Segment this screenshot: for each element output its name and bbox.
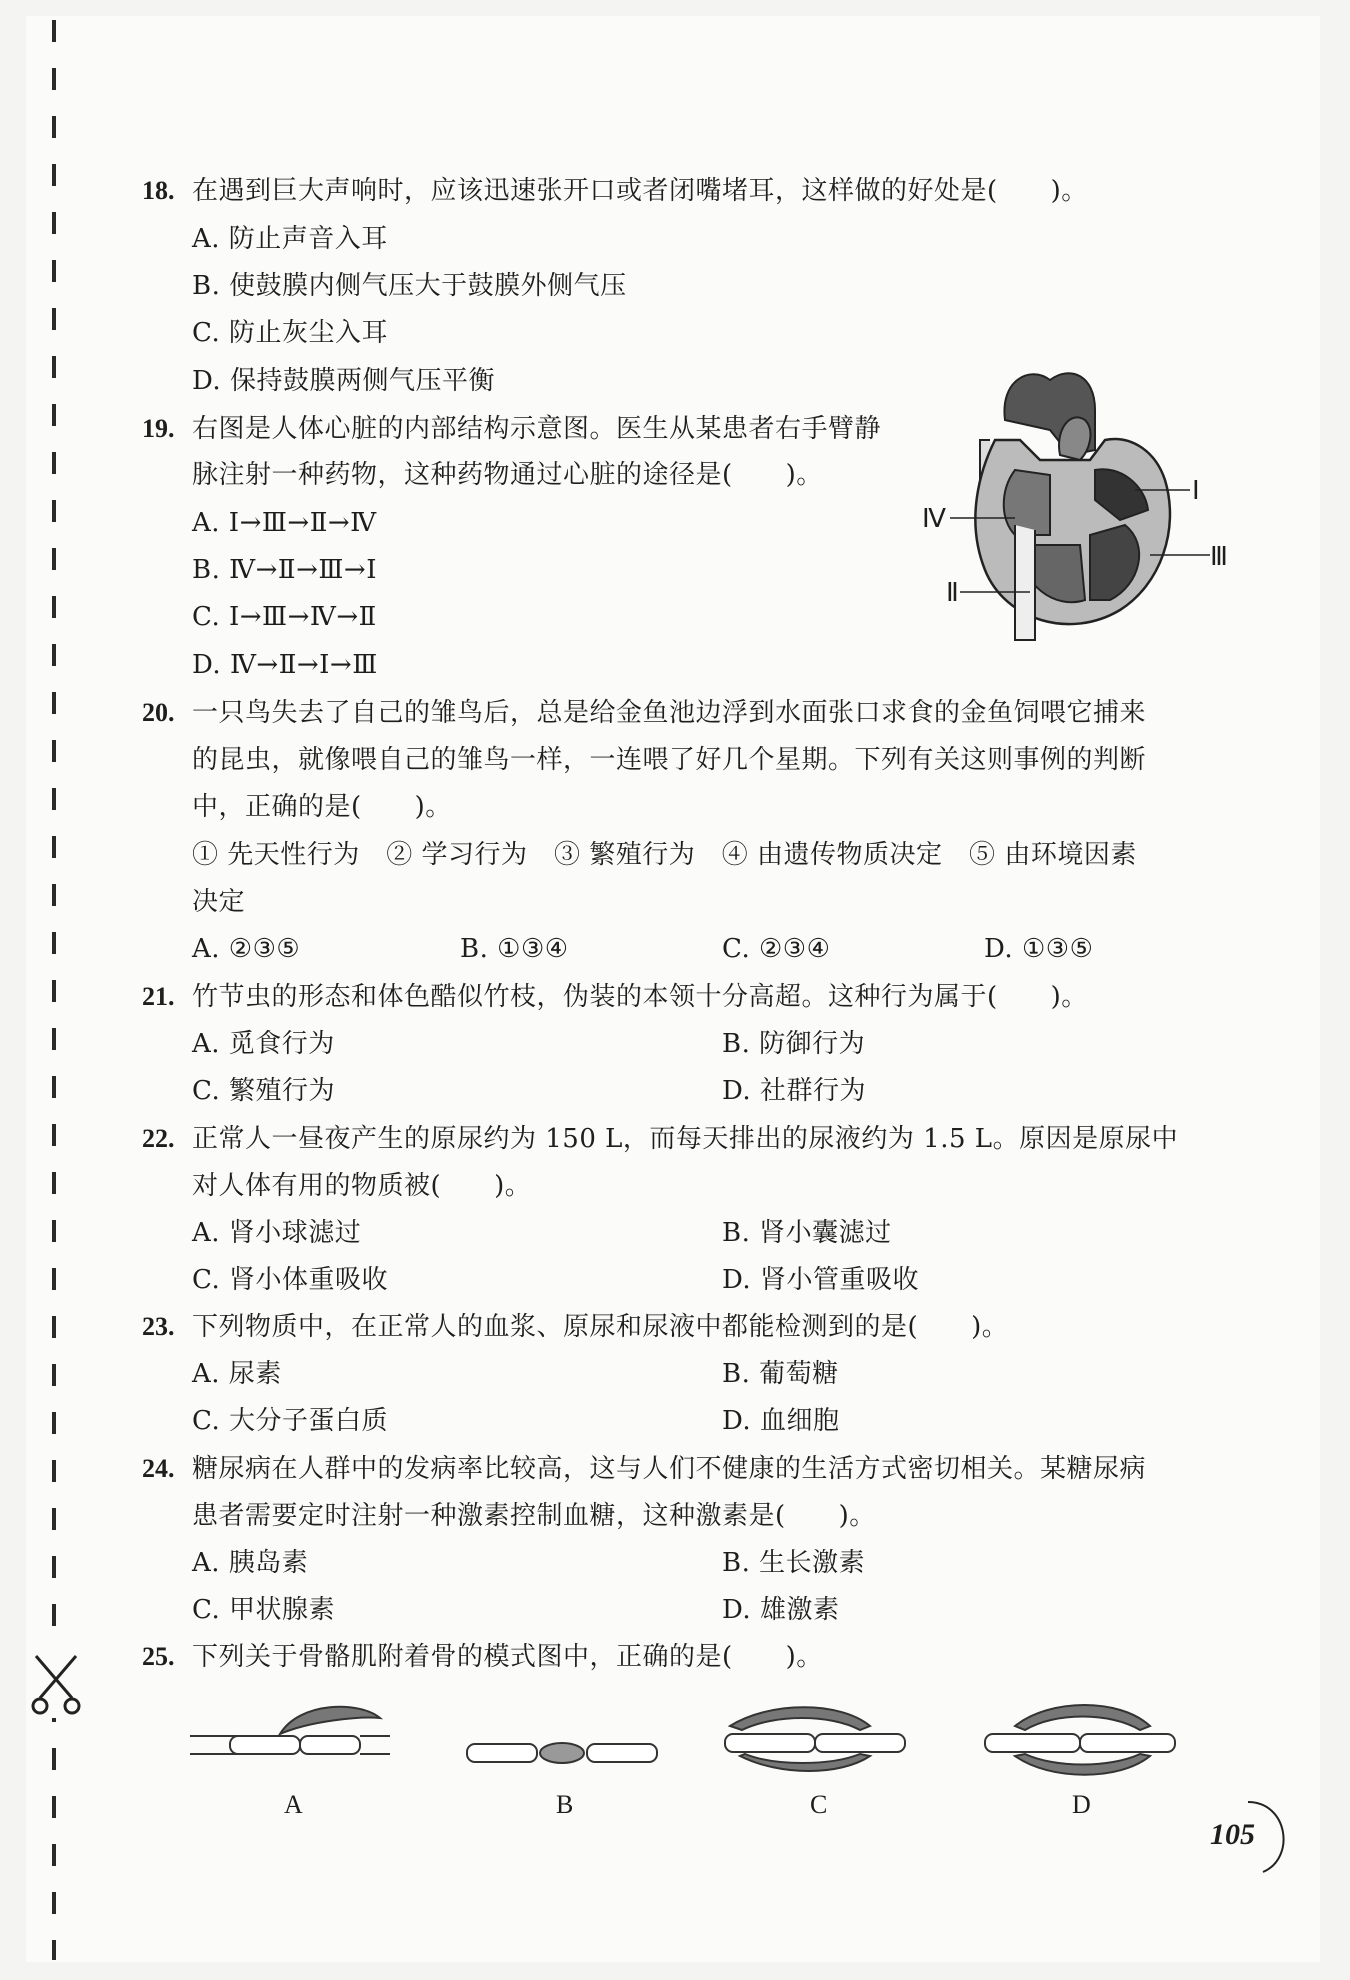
- figure-label-d: D: [1072, 1790, 1091, 1819]
- q24-option-b: B. 生长激素: [722, 1548, 866, 1578]
- page-number: 105: [1210, 1818, 1255, 1851]
- q22-stem-line2: 对人体有用的物质被( )。: [192, 1171, 532, 1201]
- q23-option-c: C. 大分子蛋白质: [192, 1406, 388, 1436]
- q24-option-d: D. 雄激素: [722, 1595, 840, 1625]
- q20-option-a: A. ②③⑤: [192, 934, 301, 964]
- q24-option-c: C. 甲状腺素: [192, 1595, 335, 1625]
- heart-label-4: Ⅳ: [922, 504, 946, 533]
- q25-stem: 下列关于骨骼肌附着骨的模式图中，正确的是( )。: [192, 1642, 823, 1672]
- q20-option-c: C. ②③④: [722, 934, 831, 964]
- q20-number: 20.: [142, 698, 175, 727]
- q19-option-d: D. Ⅳ→Ⅱ→Ⅰ→Ⅲ: [192, 650, 378, 680]
- q23-option-d: D. 血细胞: [722, 1406, 840, 1436]
- q18-option-a: A. 防止声音入耳: [192, 224, 388, 254]
- q22-option-b: B. 肾小囊滤过: [722, 1218, 892, 1248]
- q24-option-a: A. 胰岛素: [192, 1548, 309, 1578]
- q18-option-c: C. 防止灰尘入耳: [192, 318, 388, 348]
- q21-option-a: A. 觅食行为: [192, 1029, 335, 1059]
- q24-number: 24.: [142, 1454, 175, 1483]
- q25-number: 25.: [142, 1642, 175, 1671]
- heart-label-3: Ⅲ: [1210, 542, 1228, 571]
- q22-option-d: D. 肾小管重吸收: [722, 1265, 919, 1295]
- q21-option-b: B. 防御行为: [722, 1029, 866, 1059]
- q22-stem-line1: 正常人一昼夜产生的原尿约为 150 L，而每天排出的尿液约为 1.5 L。原因是原尿中: [192, 1124, 1179, 1154]
- q20-stem-line2: 的昆虫，就像喂自己的雏鸟一样，一连喂了好几个星期。下列有关这则事例的判断: [192, 745, 1147, 775]
- heart-label-1: Ⅰ: [1192, 476, 1200, 505]
- figure-label-a: A: [284, 1790, 303, 1819]
- figure-label-c: C: [810, 1790, 828, 1819]
- q19-stem-line1: 右图是人体心脏的内部结构示意图。医生从某患者右手臂静: [192, 414, 882, 444]
- q24-stem-line1: 糖尿病在人群中的发病率比较高，这与人们不健康的生活方式密切相关。某糖尿病: [192, 1454, 1147, 1484]
- q23-option-a: A. 尿素: [192, 1359, 282, 1389]
- q19-stem-line2: 脉注射一种药物，这种药物通过心脏的途径是( )。: [192, 460, 823, 490]
- q18-option-b: B. 使鼓膜内侧气压大于鼓膜外侧气压: [192, 271, 627, 301]
- q18-number: 18.: [142, 176, 175, 205]
- muscle-figure-b: [462, 1696, 662, 1786]
- q23-number: 23.: [142, 1312, 175, 1341]
- figure-label-b: B: [556, 1790, 574, 1819]
- q18-option-d: D. 保持鼓膜两侧气压平衡: [192, 366, 495, 396]
- q21-stem: 竹节虫的形态和体色酷似竹枝，伪装的本领十分高超。这种行为属于( )。: [192, 982, 1088, 1012]
- q22-number: 22.: [142, 1124, 175, 1153]
- q24-stem-line2: 患者需要定时注射一种激素控制血糖，这种激素是( )。: [192, 1501, 876, 1531]
- q20-stem-line1: 一只鸟失去了自己的雏鸟后，总是给金鱼池边浮到水面张口求食的金鱼饲喂它捕来: [192, 698, 1147, 728]
- q23-option-b: B. 葡萄糖: [722, 1359, 839, 1389]
- q19-option-c: C. Ⅰ→Ⅲ→Ⅳ→Ⅱ: [192, 602, 377, 632]
- q22-option-a: A. 肾小球滤过: [192, 1218, 362, 1248]
- q23-stem: 下列物质中，在正常人的血浆、原尿和尿液中都能检测到的是( )。: [192, 1312, 1009, 1342]
- q19-option-b: B. Ⅳ→Ⅱ→Ⅲ→Ⅰ: [192, 555, 377, 585]
- heart-label-2: Ⅱ: [946, 578, 959, 607]
- heart-diagram: [920, 360, 1220, 650]
- q22-option-c: C. 肾小体重吸收: [192, 1265, 388, 1295]
- q19-option-a: A. Ⅰ→Ⅲ→Ⅱ→Ⅳ: [192, 508, 377, 538]
- q21-option-d: D. 社群行为: [722, 1076, 866, 1106]
- muscle-figure-a: [190, 1696, 390, 1786]
- muscle-figure-c: [720, 1696, 920, 1786]
- q20-stem-line3: 中，正确的是( )。: [192, 792, 452, 822]
- q20-items-line2: 决定: [192, 887, 246, 917]
- q20-items-line1: ① 先天性行为 ② 学习行为 ③ 繁殖行为 ④ 由遗传物质决定 ⑤ 由环境因素: [192, 840, 1137, 870]
- q19-number: 19.: [142, 414, 175, 443]
- q20-option-d: D. ①③⑤: [984, 934, 1094, 964]
- q21-number: 21.: [142, 982, 175, 1011]
- scissors-icon: [28, 1652, 84, 1718]
- muscle-figure-d: [980, 1696, 1180, 1786]
- q20-option-b: B. ①③④: [460, 934, 569, 964]
- q18-stem: 在遇到巨大声响时，应该迅速张开口或者闭嘴堵耳，这样做的好处是( )。: [192, 176, 1088, 206]
- q21-option-c: C. 繁殖行为: [192, 1076, 335, 1106]
